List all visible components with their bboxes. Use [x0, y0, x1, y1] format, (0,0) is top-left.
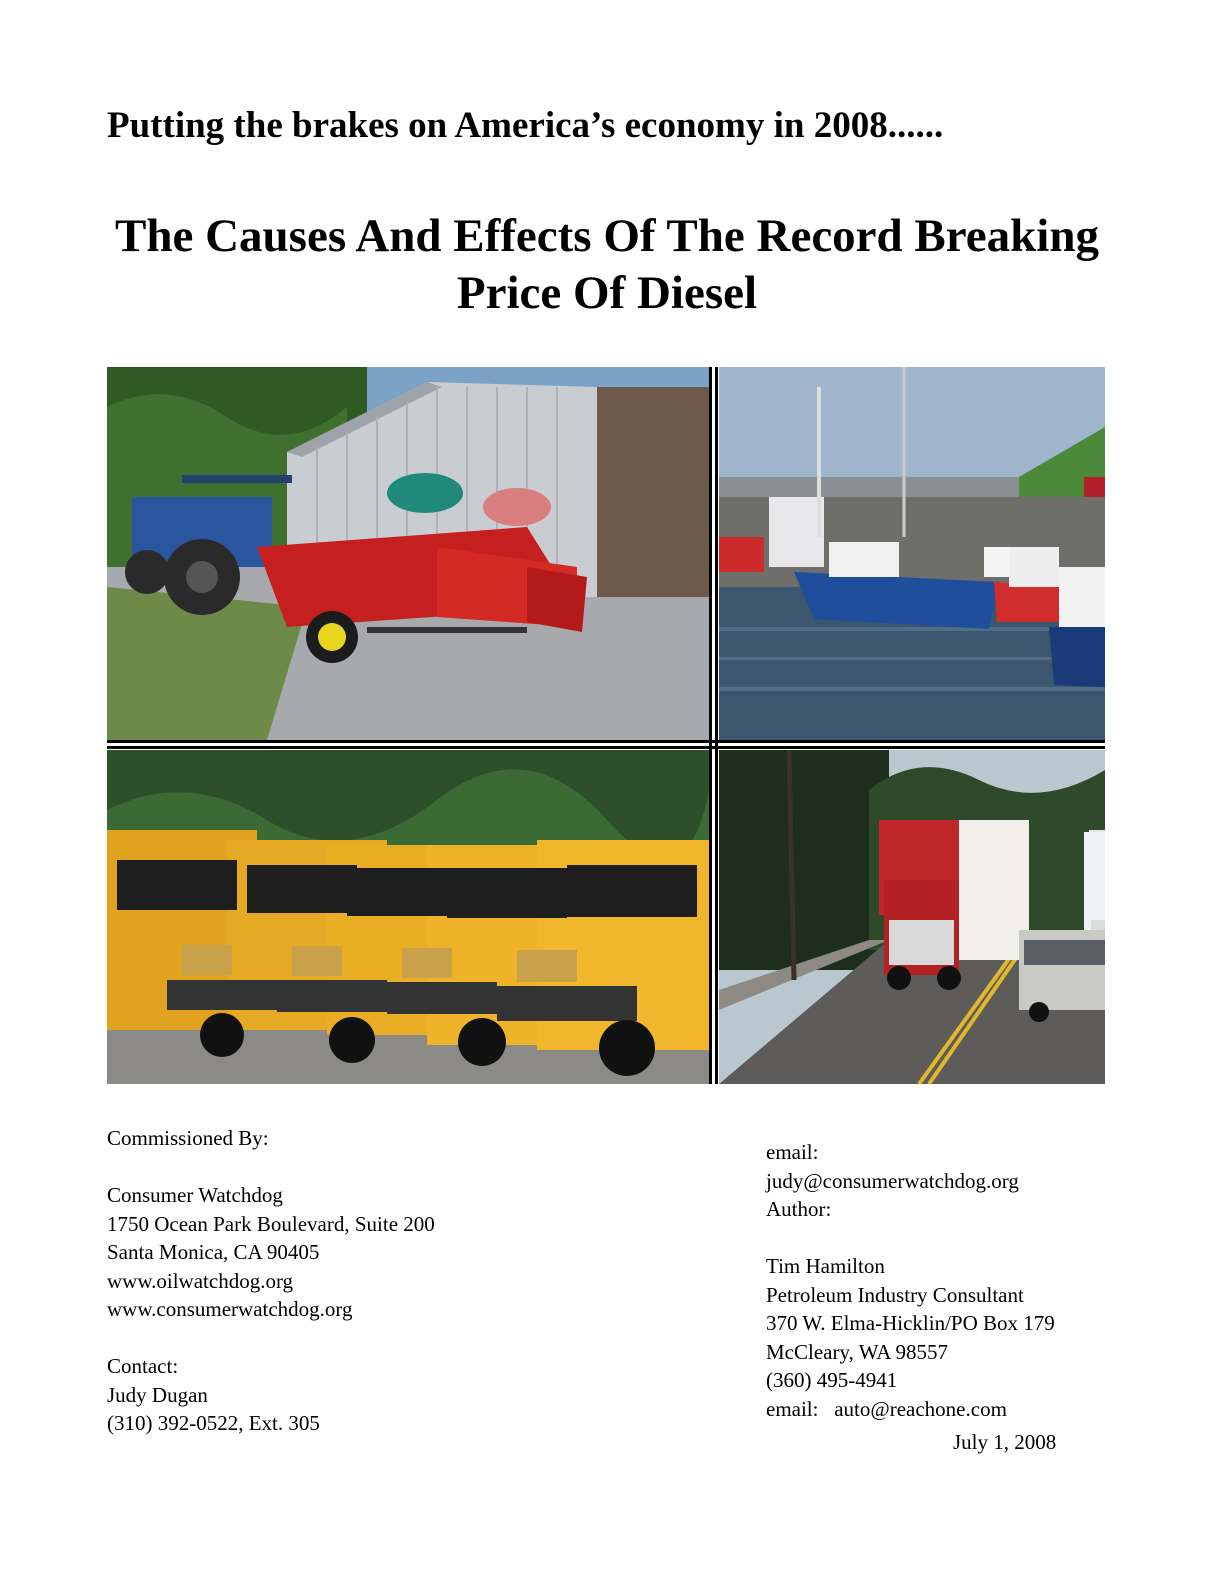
- author-name: Tim Hamilton: [766, 1254, 885, 1278]
- trucks-on-road-photo: [719, 750, 1105, 1084]
- report-subtitle: Putting the brakes on America’s economy in 2008......: [107, 105, 944, 146]
- title-line-2: Price Of Diesel: [456, 267, 758, 319]
- farm-equipment-photo: [107, 367, 709, 740]
- org-address-line-1: 1750 Ocean Park Boulevard, Suite 200: [107, 1211, 435, 1236]
- vertical-divider: [708, 367, 720, 1084]
- author-address-line-2: McCleary, WA 98557: [766, 1339, 948, 1364]
- report-date: July 1, 2008: [953, 1430, 1057, 1454]
- contact-email-value: judy@consumerwatchdog.org: [766, 1168, 1019, 1193]
- author-block: [766, 1138, 1055, 1423]
- author-address-line-1: 370 W. Elma-Hicklin/PO Box 179: [766, 1311, 1055, 1335]
- school-buses-photo: [107, 750, 709, 1084]
- contact-phone: (310) 392-0522, Ext. 305: [107, 1411, 320, 1435]
- photo-collage: [107, 367, 1105, 1084]
- org-address-line-2: Santa Monica, CA 90405: [107, 1240, 320, 1264]
- report-title: [60, 208, 1154, 322]
- horizontal-divider: [107, 739, 1105, 751]
- org-website-2: www.consumerwatchdog.org: [107, 1297, 353, 1321]
- contact-email-label: email:: [766, 1140, 819, 1164]
- org-website-1: www.oilwatchdog.org: [107, 1268, 294, 1293]
- commissioned-heading: Commissioned By:: [107, 1126, 269, 1150]
- author-heading: Author:: [766, 1197, 832, 1221]
- title-line-1: The Causes And Effects Of The Record Breaking: [115, 210, 1099, 262]
- contact-heading: Contact:: [107, 1354, 179, 1378]
- commissioned-by-block: [107, 1124, 435, 1438]
- author-phone: (360) 495-4941: [766, 1368, 898, 1392]
- author-role: Petroleum Industry Consultant: [766, 1282, 1024, 1307]
- author-email: email: auto@reachone.com: [766, 1396, 1007, 1421]
- org-name: Consumer Watchdog: [107, 1183, 283, 1207]
- contact-name: Judy Dugan: [107, 1382, 208, 1407]
- fishing-boats-photo: [719, 367, 1105, 740]
